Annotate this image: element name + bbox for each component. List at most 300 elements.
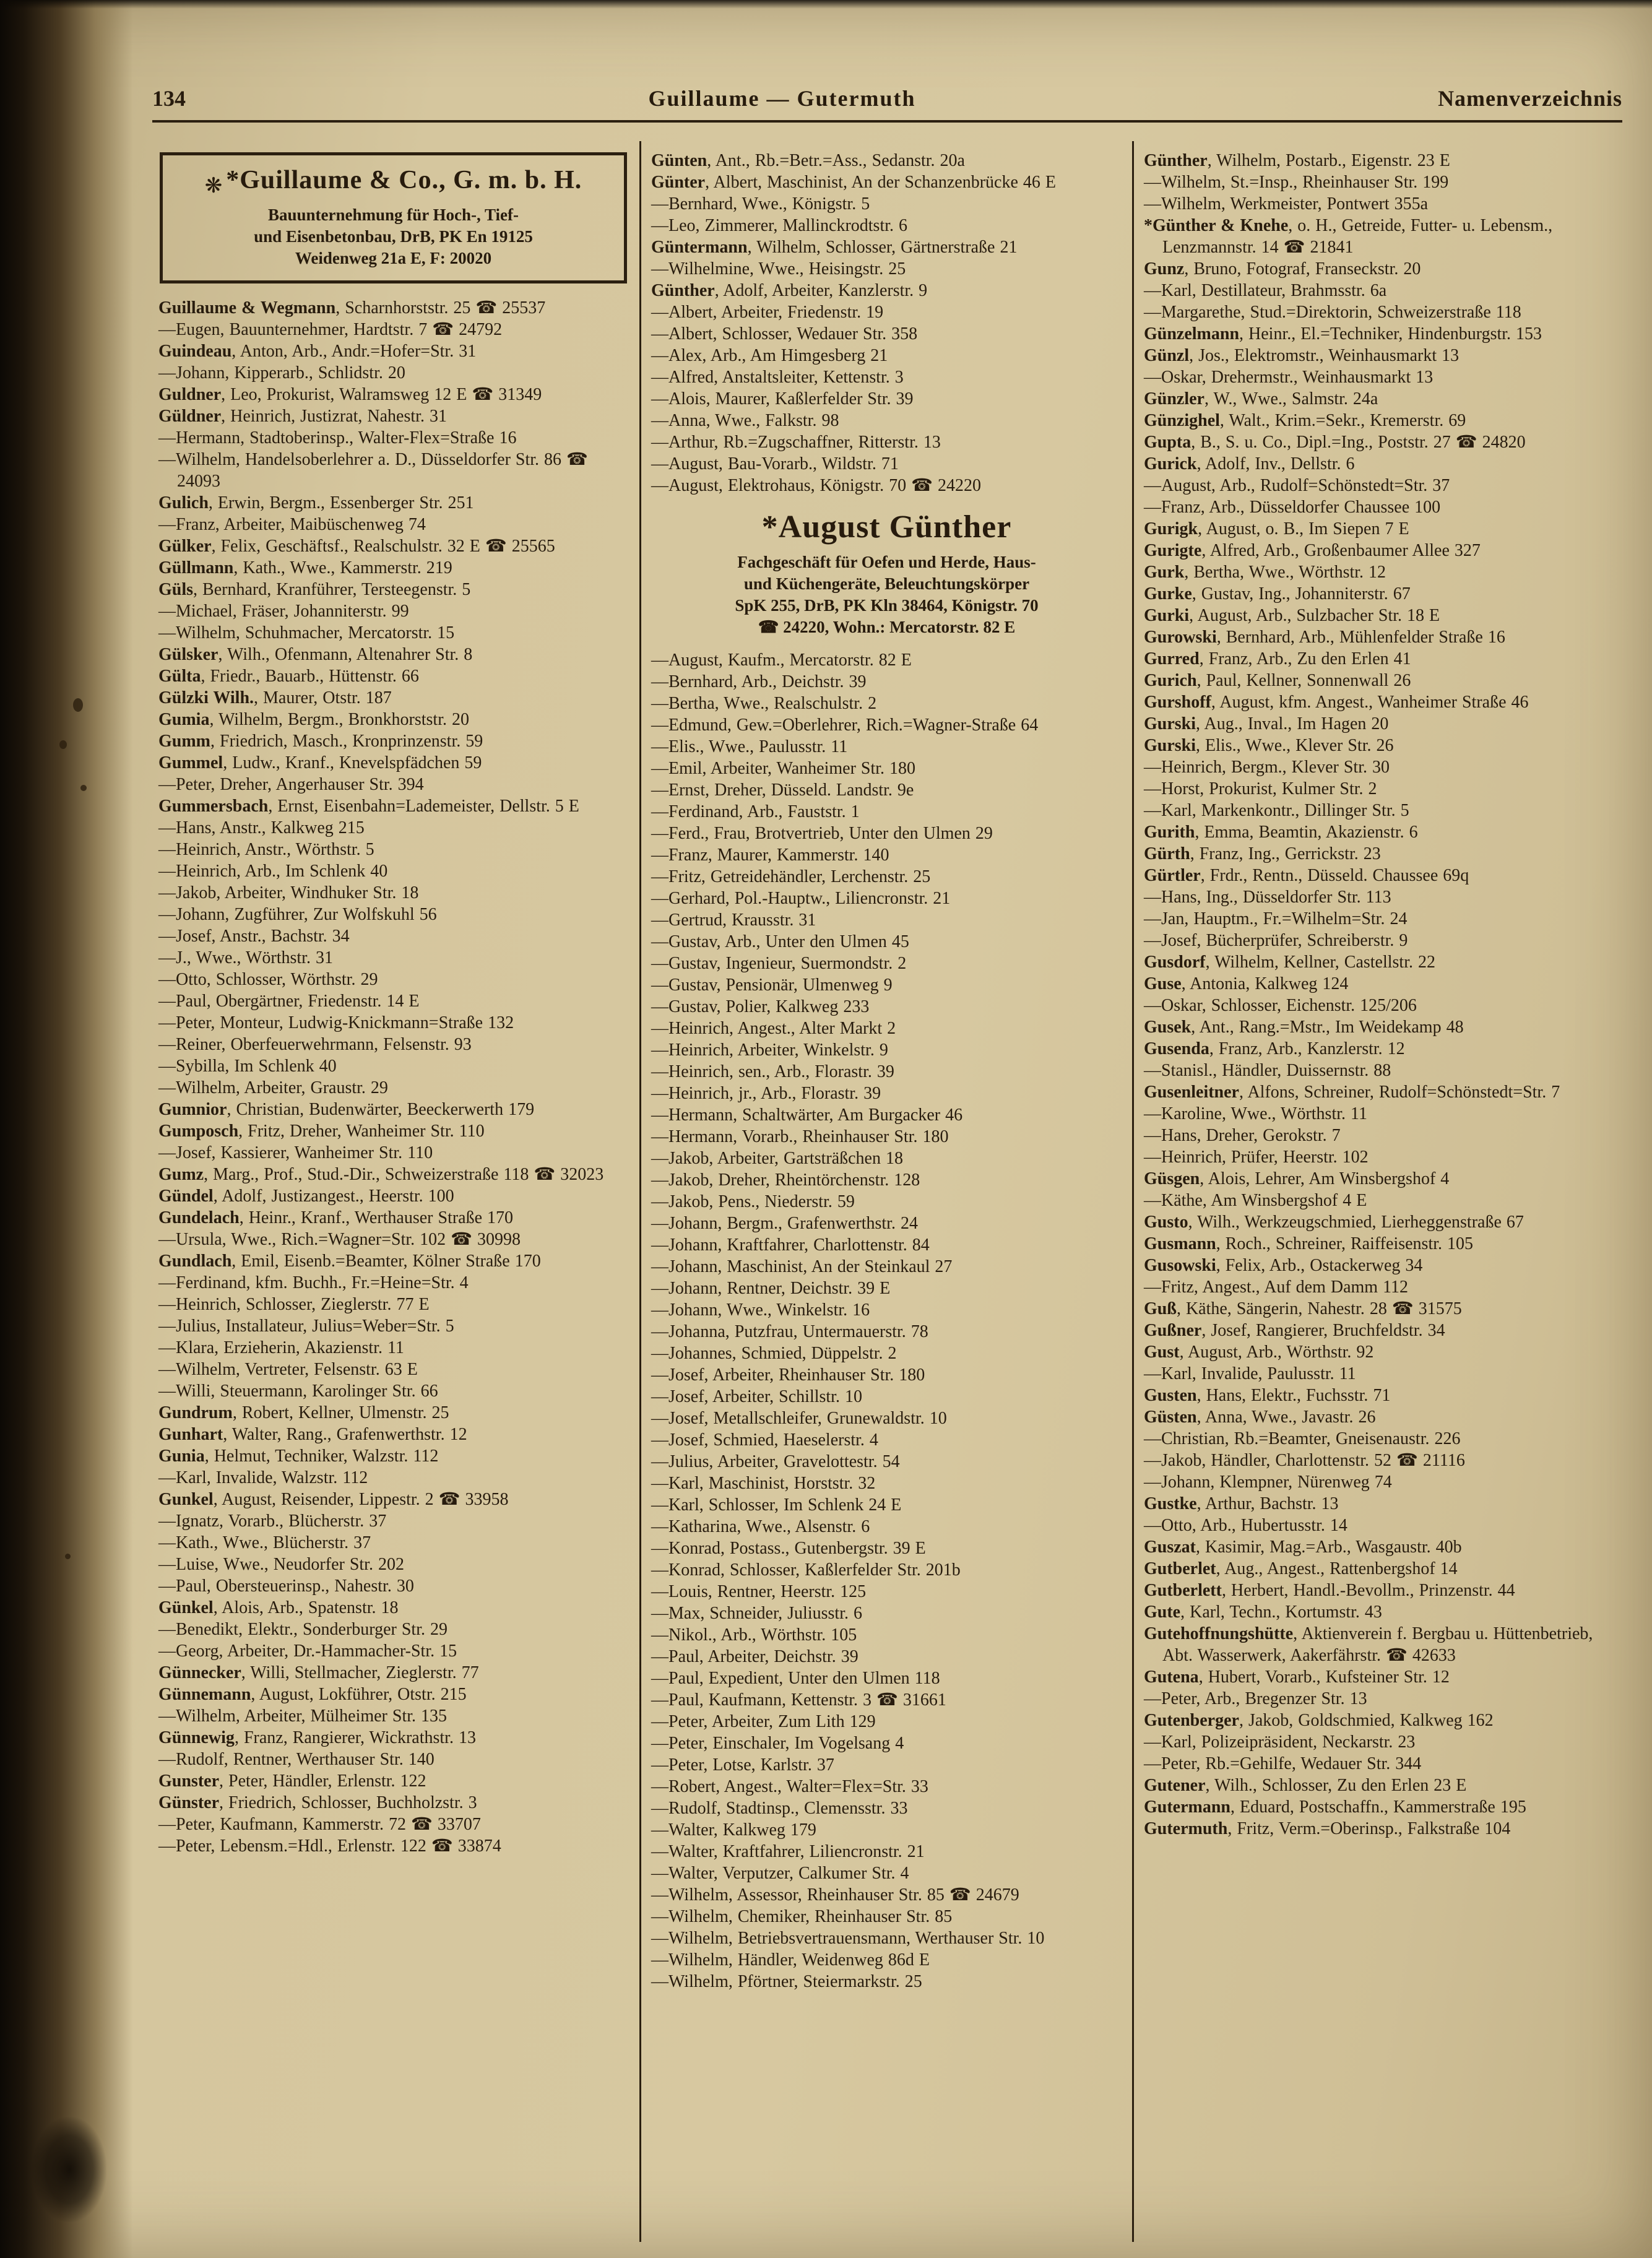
directory-entry: —Josef, Schmied, Haeselerstr. 4 bbox=[651, 1430, 878, 1450]
directory-entry: —Karl, Maschinist, Horststr. 32 bbox=[651, 1474, 876, 1493]
entry-surname: Guß bbox=[1144, 1299, 1177, 1318]
entry-surname: Gurshoff bbox=[1144, 693, 1211, 712]
entry-surname: Gusdorf bbox=[1144, 953, 1206, 972]
entry-surname: Güldner bbox=[158, 407, 222, 426]
section-label: Namenverzeichnis bbox=[1438, 86, 1622, 111]
directory-entry: Günzighel, Walt., Krim.=Sekr., Kremerstr. 69 bbox=[1144, 411, 1466, 430]
directory-entry: —Eugen, Bauunternehmer, Hardtstr. 7 ☎ 24792 bbox=[158, 320, 503, 340]
directory-entry: Güsgen, Alois, Lehrer, Am Winsbergshof 4 bbox=[1144, 1169, 1450, 1188]
directory-entry: —Johann, Kraftfahrer, Charlottenstr. 84 bbox=[651, 1235, 930, 1255]
directory-entry: —Heinrich, Prüfer, Heerstr. 102 bbox=[1144, 1148, 1369, 1167]
directory-entry: Günzl, Jos., Elektromstr., Weinhausmarkt 13 bbox=[1144, 346, 1460, 365]
entry-surname: Gürth bbox=[1144, 844, 1190, 863]
directory-entry: —Nikol., Arb., Wörthstr. 105 bbox=[651, 1625, 857, 1645]
entry-surname: *Günther & Knehe bbox=[1144, 216, 1289, 235]
entry-surname: Gurith bbox=[1144, 823, 1195, 842]
directory-entry: Gumia, Wilhelm, Bergm., Bronkhorststr. 20 bbox=[158, 710, 469, 730]
directory-entry: Gurith, Emma, Beamtin, Akazienstr. 6 bbox=[1144, 823, 1418, 842]
directory-entry: —Wilhelm, Pförtner, Steiermarkstr. 25 bbox=[651, 1972, 922, 1991]
directory-entry: Günther, Wilhelm, Postarb., Eigenstr. 23 E bbox=[1144, 151, 1450, 170]
directory-entry: Günnewig, Franz, Rangierer, Wickrathstr. 13 bbox=[158, 1728, 476, 1748]
directory-entry: —Wilhelm, Werkmeister, Pontwert 355a bbox=[1144, 194, 1429, 214]
directory-entry: —Johann, Klempner, Nürenweg 74 bbox=[1144, 1473, 1392, 1492]
directory-entry: Gurski, Elis., Wwe., Klever Str. 26 bbox=[1144, 736, 1394, 755]
directory-entry: Gürtler, Frdr., Rentn., Düsseld. Chaussee 69q bbox=[1144, 866, 1469, 885]
directory-entry: —Albert, Arbeiter, Friedenstr. 19 bbox=[651, 303, 884, 322]
entry-surname: Günnewig bbox=[158, 1728, 235, 1748]
ad-guenther bbox=[651, 509, 1122, 638]
directory-entry: —Luise, Wwe., Neudorfer Str. 202 bbox=[158, 1555, 404, 1575]
entry-surname: Gusenda bbox=[1144, 1039, 1209, 1058]
directory-entry: —Heinrich, jr., Arb., Florastr. 39 bbox=[651, 1084, 881, 1103]
entry-surname: Günter bbox=[651, 173, 706, 192]
directory-entry: Gündel, Adolf, Justizangest., Heerstr. 100 bbox=[158, 1187, 454, 1206]
entry-surname: Gumz bbox=[158, 1165, 204, 1185]
directory-entry: Güllmann, Kath., Wwe., Kammerstr. 219 bbox=[158, 558, 452, 578]
directory-entry: Gutena, Hubert, Vorarb., Kufsteiner Str. 12 bbox=[1144, 1668, 1450, 1687]
directory-entry: —Josef, Arbeiter, Schillstr. 10 bbox=[651, 1387, 862, 1406]
directory-entry: —Peter, Arb., Bregenzer Str. 13 bbox=[1144, 1689, 1367, 1708]
directory-entry: Günther, Adolf, Arbeiter, Kanzlerstr. 9 bbox=[651, 281, 928, 300]
entry-list-left bbox=[158, 297, 629, 1857]
directory-entry: Gust, August, Arb., Wörthstr. 92 bbox=[1144, 1343, 1374, 1362]
directory-entry: —Edmund, Gew.=Oberlehrer, Rich.=Wagner-Straße 64 bbox=[651, 716, 1039, 735]
directory-entry: Güsten, Anna, Wwe., Javastr. 26 bbox=[1144, 1408, 1376, 1427]
page-top-edge-shadow bbox=[0, 0, 1652, 9]
directory-entry: —Oskar, Drehermstr., Weinhausmarkt 13 bbox=[1144, 368, 1434, 387]
directory-entry: —Karl, Schlosser, Im Schlenk 24 E bbox=[651, 1495, 902, 1515]
directory-entry: —Hermann, Vorarb., Rheinhauser Str. 180 bbox=[651, 1127, 949, 1146]
directory-entry: Gusowski, Felix, Arb., Ostackerweg 34 bbox=[1144, 1256, 1423, 1275]
directory-entry: —Ignatz, Vorarb., Blücherstr. 37 bbox=[158, 1512, 387, 1531]
directory-entry: Gülsker, Wilh., Ofenmann, Altenahrer Str. 8 bbox=[158, 645, 473, 665]
directory-entry: —Willi, Steuermann, Karolinger Str. 66 bbox=[158, 1382, 438, 1401]
paper-speck bbox=[73, 698, 83, 712]
directory-entry: Gute, Karl, Techn., Kortumstr. 43 bbox=[1144, 1603, 1382, 1622]
entry-list-middle-top bbox=[651, 150, 1122, 496]
entry-surname: Gurigte bbox=[1144, 541, 1202, 560]
entry-surname: Gusenleitner bbox=[1144, 1083, 1239, 1102]
directory-entry: —Peter, Kaufmann, Kammerstr. 72 ☎ 33707 bbox=[158, 1815, 481, 1835]
directory-entry: Gustke, Arthur, Bachstr. 13 bbox=[1144, 1494, 1339, 1513]
ad-guenther-line: Fachgeschäft für Oefen und Herde, Haus- bbox=[737, 553, 1036, 571]
directory-entry: —Oskar, Schlosser, Eichenstr. 125/206 bbox=[1144, 996, 1417, 1015]
entry-surname: Gülsker bbox=[158, 645, 218, 665]
directory-entry: Guillaume & Wegmann, Scharnhorststr. 25 ☎ 25537 bbox=[158, 298, 546, 318]
entry-surname: Güntermann bbox=[651, 238, 748, 257]
directory-entry: Gunster, Peter, Händler, Erlenstr. 122 bbox=[158, 1771, 426, 1791]
directory-entry: —Leo, Zimmerer, Mallinckrodtstr. 6 bbox=[651, 216, 908, 235]
directory-entry: —Heinrich, Arb., Im Schlenk 40 bbox=[158, 862, 388, 881]
directory-entry: —Gerhard, Pol.-Hauptw., Liliencronstr. 21 bbox=[651, 889, 951, 908]
directory-entry: —Julius, Arbeiter, Gravelottestr. 54 bbox=[651, 1452, 900, 1471]
directory-entry: —Paul, Obergärtner, Friedenstr. 14 E bbox=[158, 992, 420, 1011]
entry-surname: Günten bbox=[651, 151, 707, 170]
entry-surname: Gunhart bbox=[158, 1425, 223, 1445]
ad-guillaume-title: *Guillaume & Co., G. m. b. H. bbox=[226, 166, 582, 194]
entry-surname: Gulich bbox=[158, 493, 209, 513]
directory-entry: —Max, Schneider, Juliusstr. 6 bbox=[651, 1604, 862, 1623]
directory-entry: —Bertha, Wwe., Realschulstr. 2 bbox=[651, 694, 877, 713]
directory-entry: —Josef, Bücherprüfer, Schreiberstr. 9 bbox=[1144, 931, 1408, 950]
directory-entry: —Ursula, Wwe., Rich.=Wagner=Str. 102 ☎ 30998 bbox=[158, 1230, 521, 1250]
entry-surname: Gustke bbox=[1144, 1494, 1197, 1513]
entry-surname: Günther bbox=[1144, 151, 1208, 170]
directory-entry: Gurick, Adolf, Inv., Dellstr. 6 bbox=[1144, 454, 1355, 474]
ad-guillaume-title-row bbox=[168, 165, 619, 198]
directory-entry: Günster, Friedrich, Schlosser, Buchholzstr. 3 bbox=[158, 1793, 477, 1813]
directory-entry: —Ernst, Dreher, Düsseld. Landstr. 9e bbox=[651, 781, 914, 800]
directory-entry: Günnecker, Willi, Stellmacher, Zieglerstr. 77 bbox=[158, 1663, 479, 1683]
entry-surname: Guse bbox=[1144, 974, 1182, 993]
directory-entry: Gusten, Hans, Elektr., Fuchsstr. 71 bbox=[1144, 1386, 1391, 1405]
directory-entry: —Jakob, Händler, Charlottenstr. 52 ☎ 21116 bbox=[1144, 1451, 1465, 1470]
entry-surname: Gunster bbox=[158, 1771, 219, 1791]
directory-entry: —Josef, Metallschleifer, Grunewaldstr. 10 bbox=[651, 1409, 947, 1428]
directory-entry: —Michael, Fräser, Johanniterstr. 99 bbox=[158, 602, 409, 621]
directory-entry: —Gustav, Pensionär, Ulmenweg 9 bbox=[651, 975, 893, 995]
entry-surname: Gunkel bbox=[158, 1490, 214, 1510]
directory-entry: —Wilhelm, Handelsoberlehrer a. D., Düsseldorfer Str. 86 ☎ 24093 bbox=[158, 450, 588, 491]
directory-entry: Gutenberger, Jakob, Goldschmied, Kalkweg 162 bbox=[1144, 1711, 1494, 1730]
directory-entry: *Günther & Knehe, o. H., Getreide, Futter- u. Lebensm., Lenzmannstr. 14 ☎ 21841 bbox=[1144, 216, 1553, 257]
entry-surname: Gundlach bbox=[158, 1252, 232, 1271]
directory-entry: —Konrad, Postass., Gutenbergstr. 39 E bbox=[651, 1539, 926, 1558]
directory-entry: —Katharina, Wwe., Alsenstr. 6 bbox=[651, 1517, 870, 1536]
directory-entry: Gurigte, Alfred, Arb., Großenbaumer Allee 327 bbox=[1144, 541, 1481, 560]
directory-entry: —Wilhelm, Vertreter, Felsenstr. 63 E bbox=[158, 1360, 418, 1380]
directory-entry: —Stanisl., Händler, Duissernstr. 88 bbox=[1144, 1061, 1391, 1080]
entry-surname: Gutenberger bbox=[1144, 1711, 1239, 1730]
entry-surname: Günther bbox=[651, 281, 715, 300]
entry-surname: Günzelmann bbox=[1144, 324, 1240, 344]
column-middle bbox=[639, 141, 1132, 2242]
entry-surname: Gülker bbox=[158, 537, 212, 556]
ad-guillaume-line: und Eisenbetonbau, DrB, PK En 19125 bbox=[254, 227, 533, 246]
directory-entry: —Wilhelm, Arbeiter, Graustr. 29 bbox=[158, 1078, 388, 1098]
directory-entry: —Margarethe, Stud.=Direktorin, Schweizerstraße 118 bbox=[1144, 303, 1521, 322]
directory-entry: —Gustav, Ingenieur, Suermondstr. 2 bbox=[651, 954, 907, 973]
entry-surname: Gutberlet bbox=[1144, 1559, 1216, 1578]
ad-guenther-line: SpK 255, DrB, PK Kln 38464, Königstr. 70 bbox=[735, 596, 1039, 615]
entry-surname: Gummel bbox=[158, 753, 223, 773]
directory-entry: —Wilhelm, Assessor, Rheinhauser Str. 85 ☎ 24679 bbox=[651, 1885, 1019, 1905]
directory-entry: —J., Wwe., Wörthstr. 31 bbox=[158, 948, 333, 968]
directory-entry: Gurigk, August, o. B., Im Siepen 7 E bbox=[1144, 519, 1409, 539]
directory-entry: Günten, Ant., Rb.=Betr.=Ass., Sedanstr. 20a bbox=[651, 151, 965, 170]
directory-entry: Gusenleitner, Alfons, Schreiner, Rudolf=Schönstedt=Str. 7 bbox=[1144, 1083, 1560, 1102]
directory-entry: Gülker, Felix, Geschäftsf., Realschulstr. 32 E ☎ 25565 bbox=[158, 537, 555, 556]
entry-surname: Guillaume & Wegmann bbox=[158, 298, 336, 318]
directory-entry: —Franz, Maurer, Kammerstr. 140 bbox=[651, 846, 889, 865]
directory-entry: —Heinrich, Angest., Alter Markt 2 bbox=[651, 1019, 896, 1038]
paper-stain bbox=[32, 2117, 106, 2222]
entry-surname: Güls bbox=[158, 580, 194, 600]
directory-entry: —Heinrich, Schlosser, Zieglerstr. 77 E bbox=[158, 1295, 430, 1315]
directory-entry: —Alfred, Anstaltsleiter, Kettenstr. 3 bbox=[651, 368, 904, 387]
directory-entry: Gusenda, Franz, Arb., Kanzlerstr. 12 bbox=[1144, 1039, 1405, 1058]
directory-entry: —Alois, Maurer, Kaßlerfelder Str. 39 bbox=[651, 389, 914, 409]
entry-surname: Gürtler bbox=[1144, 866, 1201, 885]
directory-entry: —Elis., Wwe., Paulusstr. 11 bbox=[651, 737, 848, 756]
directory-entry: Gundlach, Emil, Eisenb.=Beamter, Kölner Straße 170 bbox=[158, 1252, 541, 1271]
page-number: 134 bbox=[152, 86, 186, 111]
directory-entry: —Johann, Rentner, Deichstr. 39 E bbox=[651, 1279, 891, 1298]
directory-entry: Gutermuth, Fritz, Verm.=Oberinsp., Falkstraße 104 bbox=[1144, 1819, 1511, 1838]
directory-entry: —Hans, Anstr., Kalkweg 215 bbox=[158, 818, 365, 838]
entry-surname: Gutermann bbox=[1144, 1797, 1230, 1817]
directory-entry: —Paul, Obersteuerinsp., Nahestr. 30 bbox=[158, 1577, 414, 1596]
entry-surname: Gupta bbox=[1144, 433, 1191, 452]
entry-list-right bbox=[1144, 150, 1615, 1840]
directory-entry: Güldner, Heinrich, Justizrat, Nahestr. 31 bbox=[158, 407, 447, 426]
directory-entry: —Heinrich, sen., Arb., Florastr. 39 bbox=[651, 1062, 894, 1081]
directory-entry: Gusek, Ant., Rang.=Mstr., Im Weidekamp 48 bbox=[1144, 1018, 1464, 1037]
entry-surname: Gurich bbox=[1144, 671, 1197, 690]
directory-entry: —Jakob, Pens., Niederstr. 59 bbox=[651, 1192, 855, 1211]
directory-entry: —Franz, Arb., Düsseldorfer Chaussee 100 bbox=[1144, 498, 1441, 517]
directory-entry: Gundrum, Robert, Kellner, Ulmenstr. 25 bbox=[158, 1403, 449, 1423]
entry-surname: Gutberlett bbox=[1144, 1581, 1222, 1600]
directory-entry: —Peter, Lotse, Karlstr. 37 bbox=[651, 1755, 834, 1775]
ad-guillaume bbox=[160, 152, 627, 283]
directory-entry: —Karl, Markenkontr., Dillinger Str. 5 bbox=[1144, 801, 1409, 820]
entry-surname: Gutehoffnungshütte bbox=[1144, 1624, 1294, 1643]
directory-entry: —Hans, Ing., Düsseldorfer Str. 113 bbox=[1144, 888, 1391, 907]
directory-entry: Güntermann, Wilhelm, Schlosser, Gärtnerstraße 21 bbox=[651, 238, 1018, 257]
directory-entry: —Otto, Schlosser, Wörthstr. 29 bbox=[158, 970, 378, 990]
directory-entry: Gummel, Ludw., Kranf., Knevelspfädchen 59 bbox=[158, 753, 482, 773]
entry-surname: Gust bbox=[1144, 1343, 1180, 1362]
ad-guenther-title: *August Günther bbox=[761, 509, 1012, 545]
directory-entry: Gundelach, Heinr., Kranf., Werthauser Straße 170 bbox=[158, 1208, 514, 1228]
entry-surname: Gumposch bbox=[158, 1122, 239, 1141]
ad-guillaume-line: Weidenweg 21a E, F: 20020 bbox=[295, 249, 492, 268]
directory-entry: —Ferdinand, Arb., Fauststr. 1 bbox=[651, 802, 860, 821]
entry-surname: Gurski bbox=[1144, 736, 1196, 755]
directory-entry: Gupta, B., S. u. Co., Dipl.=Ing., Poststr. 27 ☎ 24820 bbox=[1144, 433, 1526, 452]
directory-entry: Gurki, August, Arb., Sulzbacher Str. 18 E bbox=[1144, 606, 1440, 625]
directory-entry: —Wilhelm, Betriebsvertrauensmann, Werthauser Str. 10 bbox=[651, 1929, 1045, 1948]
directory-entry: —Paul, Kaufmann, Kettenstr. 3 ☎ 31661 bbox=[651, 1690, 946, 1710]
directory-entry: Günzler, W., Wwe., Salmstr. 24a bbox=[1144, 389, 1378, 409]
directory-entry: Gunkel, August, Reisender, Lippestr. 2 ☎ 33958 bbox=[158, 1490, 509, 1510]
directory-entry: —Peter, Einschaler, Im Vogelsang 4 bbox=[651, 1734, 904, 1753]
directory-entry: —Otto, Arb., Hubertusstr. 14 bbox=[1144, 1516, 1347, 1535]
directory-entry: —Jakob, Arbeiter, Gartsträßchen 18 bbox=[651, 1149, 903, 1168]
entry-surname: Guszat bbox=[1144, 1538, 1196, 1557]
entry-surname: Güllmann bbox=[158, 558, 234, 578]
entry-surname: Guldner bbox=[158, 385, 222, 405]
directory-entry: —Johann, Kipperarb., Schlidstr. 20 bbox=[158, 363, 405, 383]
directory-entry: Güls, Bernhard, Kranführer, Tersteegenstr. 5 bbox=[158, 580, 471, 600]
entry-surname: Gurick bbox=[1144, 454, 1197, 474]
directory-entry: —Alex, Arb., Am Himgesberg 21 bbox=[651, 346, 888, 365]
directory-entry: —Walter, Verputzer, Calkumer Str. 4 bbox=[651, 1864, 909, 1883]
directory-entry: Gulich, Erwin, Bergm., Essenberger Str. 251 bbox=[158, 493, 474, 513]
entry-surname: Güsten bbox=[1144, 1408, 1197, 1427]
directory-columns bbox=[149, 141, 1625, 2242]
directory-entry: —Albert, Schlosser, Wedauer Str. 358 bbox=[651, 324, 918, 344]
directory-entry: Guse, Antonia, Kalkweg 124 bbox=[1144, 974, 1349, 993]
directory-entry: —Georg, Arbeiter, Dr.-Hammacher-Str. 15 bbox=[158, 1642, 457, 1661]
directory-entry: —Hermann, Schaltwärter, Am Burgacker 46 bbox=[651, 1105, 963, 1125]
directory-entry: Gülzki Wilh., Maurer, Otstr. 187 bbox=[158, 688, 392, 708]
directory-entry: —Karl, Invalide, Paulusstr. 11 bbox=[1144, 1364, 1356, 1383]
directory-entry: Gunia, Helmut, Techniker, Walzstr. 112 bbox=[158, 1447, 439, 1466]
directory-entry: Gutener, Wilh., Schlosser, Zu den Erlen 23 E bbox=[1144, 1776, 1467, 1795]
directory-entry: Günkel, Alois, Arb., Spatenstr. 18 bbox=[158, 1598, 399, 1618]
directory-entry: —Hermann, Stadtoberinsp., Walter-Flex=Straße 16 bbox=[158, 428, 517, 448]
entry-surname: Gülta bbox=[158, 667, 201, 686]
directory-entry: —Hans, Dreher, Gerokstr. 7 bbox=[1144, 1126, 1341, 1145]
directory-entry: —Christian, Rb.=Beamter, Gneisenaustr. 226 bbox=[1144, 1429, 1461, 1448]
directory-entry: Gürth, Franz, Ing., Gerrickstr. 23 bbox=[1144, 844, 1381, 863]
directory-entry: Guldner, Leo, Prokurist, Walramsweg 12 E ☎ 31349 bbox=[158, 385, 542, 405]
paper-speck bbox=[80, 785, 87, 791]
directory-entry: —Jakob, Arbeiter, Windhuker Str. 18 bbox=[158, 883, 419, 903]
entry-surname: Gutena bbox=[1144, 1668, 1199, 1687]
entry-surname: Gutermuth bbox=[1144, 1819, 1228, 1838]
entry-surname: Gülzki Wilh. bbox=[158, 688, 254, 708]
entry-surname: Gusmann bbox=[1144, 1234, 1216, 1253]
directory-entry: —Walter, Kalkweg 179 bbox=[651, 1820, 816, 1840]
entry-surname: Gurk bbox=[1144, 563, 1185, 582]
directory-entry: —Johann, Wwe., Winkelstr. 16 bbox=[651, 1300, 870, 1320]
directory-entry: —Johann, Bergm., Grafenwerthstr. 24 bbox=[651, 1214, 918, 1233]
directory-entry: Gutberlet, Aug., Angest., Rattenbergshof 14 bbox=[1144, 1559, 1458, 1578]
directory-entry: —Paul, Expedient, Unter den Ulmen 118 bbox=[651, 1669, 940, 1688]
page-title: Guillaume — Gutermuth bbox=[648, 86, 916, 111]
directory-entry: —Wilhelm, St.=Insp., Rheinhauser Str. 199 bbox=[1144, 173, 1449, 192]
entry-surname: Gurki bbox=[1144, 606, 1190, 625]
directory-entry: —Johann, Maschinist, An der Steinkaul 27 bbox=[651, 1257, 953, 1276]
directory-entry: —Wilhelm, Schuhmacher, Mercatorstr. 15 bbox=[158, 623, 455, 643]
entry-surname: Gundrum bbox=[158, 1403, 233, 1423]
directory-entry: Gurich, Paul, Kellner, Sonnenwall 26 bbox=[1144, 671, 1411, 690]
directory-entry: —Paul, Arbeiter, Deichstr. 39 bbox=[651, 1647, 858, 1666]
column-right bbox=[1132, 141, 1625, 2242]
directory-entry: —Benedikt, Elektr., Sonderburger Str. 29 bbox=[158, 1620, 448, 1640]
directory-entry: Gurred, Franz, Arb., Zu den Erlen 41 bbox=[1144, 649, 1411, 668]
directory-entry: Gurshoff, August, kfm. Angest., Wanheimer Straße 46 bbox=[1144, 693, 1529, 712]
entry-surname: Gurski bbox=[1144, 714, 1196, 733]
directory-entry: —Kath., Wwe., Blücherstr. 37 bbox=[158, 1533, 371, 1553]
entry-surname: Gurowski bbox=[1144, 628, 1217, 647]
directory-entry: —Wilhelm, Arbeiter, Mülheimer Str. 135 bbox=[158, 1706, 448, 1726]
entry-surname: Gummersbach bbox=[158, 797, 269, 816]
directory-entry: —Klara, Erzieherin, Akazienstr. 11 bbox=[158, 1338, 404, 1358]
directory-entry: —Sybilla, Im Schlenk 40 bbox=[158, 1057, 337, 1076]
entry-surname: Gurke bbox=[1144, 584, 1192, 603]
ad-guenther-line: und Küchengeräte, Beleuchtungskörper bbox=[743, 574, 1030, 593]
directory-entry: —Reiner, Oberfeuerwehrmann, Felsenstr. 93 bbox=[158, 1035, 472, 1055]
directory-entry: —August, Kaufm., Mercatorstr. 82 E bbox=[651, 651, 912, 670]
entry-surname: Gusowski bbox=[1144, 1256, 1216, 1275]
directory-entry: Gumz, Marg., Prof., Stud.-Dir., Schweizerstraße 118 ☎ 32023 bbox=[158, 1165, 604, 1185]
directory-entry: —Fritz, Angest., Auf dem Damm 112 bbox=[1144, 1278, 1409, 1297]
directory-entry: —Franz, Arbeiter, Maibüschenweg 74 bbox=[158, 515, 426, 535]
entry-surname: Günnecker bbox=[158, 1663, 241, 1683]
ad-guillaume-line: Bauunternehmung für Hoch-, Tief- bbox=[267, 205, 519, 225]
directory-entry: Gusmann, Roch., Schreiner, Raiffeisenstr. 105 bbox=[1144, 1234, 1473, 1253]
directory-entry: —Fritz, Getreidehändler, Lerchenstr. 25 bbox=[651, 867, 931, 886]
entry-surname: Gurigk bbox=[1144, 519, 1198, 539]
advertiser-ornament-icon: ❋ bbox=[204, 175, 223, 198]
paper-speck bbox=[65, 1554, 71, 1559]
directory-entry: —Bernhard, Arb., Deichstr. 39 bbox=[651, 672, 867, 691]
directory-entry: —Käthe, Am Winsbergshof 4 E bbox=[1144, 1191, 1367, 1210]
directory-entry: Gutermann, Eduard, Postschaffn., Kammerstraße 195 bbox=[1144, 1797, 1526, 1817]
entry-surname: Gurred bbox=[1144, 649, 1200, 668]
paper-speck bbox=[59, 740, 67, 749]
directory-entry: —Robert, Angest., Walter=Flex=Str. 33 bbox=[651, 1777, 928, 1796]
entry-surname: Guindeau bbox=[158, 342, 232, 361]
directory-entry: —Karoline, Wwe., Wörthstr. 11 bbox=[1144, 1104, 1367, 1123]
directory-entry: —August, Arb., Rudolf=Schönstedt=Str. 37 bbox=[1144, 476, 1450, 495]
directory-entry: Gusdorf, Wilhelm, Kellner, Castellstr. 22 bbox=[1144, 953, 1435, 972]
entry-surname: Günnemann bbox=[158, 1685, 251, 1705]
directory-entry: —Anna, Wwe., Falkstr. 98 bbox=[651, 411, 839, 430]
directory-entry: Gurowski, Bernhard, Arb., Mühlenfelder Straße 16 bbox=[1144, 628, 1505, 647]
entry-surname: Güsgen bbox=[1144, 1169, 1200, 1188]
entry-surname: Gutener bbox=[1144, 1776, 1206, 1795]
entry-surname: Gunz bbox=[1144, 259, 1185, 279]
directory-entry: Gutberlett, Herbert, Handl.-Bevollm., Prinzenstr. 44 bbox=[1144, 1581, 1515, 1600]
directory-entry: —Gertrud, Krausstr. 31 bbox=[651, 911, 816, 930]
column-left bbox=[149, 141, 639, 2242]
directory-entry: —Jakob, Dreher, Rheintörchenstr. 128 bbox=[651, 1170, 920, 1190]
directory-entry: —Wilhelm, Händler, Weidenweg 86d E bbox=[651, 1950, 930, 1970]
directory-entry: —Johann, Zugführer, Zur Wolfskuhl 56 bbox=[158, 905, 437, 925]
directory-entry: —Heinrich, Arbeiter, Winkelstr. 9 bbox=[651, 1040, 888, 1060]
directory-entry: Guszat, Kasimir, Mag.=Arb., Wasgaustr. 40b bbox=[1144, 1538, 1462, 1557]
directory-entry: —Peter, Lebensm.=Hdl., Erlenstr. 122 ☎ 33874 bbox=[158, 1836, 501, 1856]
directory-entry: —Louis, Rentner, Heerstr. 125 bbox=[651, 1582, 867, 1601]
directory-entry: —Josef, Anstr., Bachstr. 34 bbox=[158, 927, 350, 946]
directory-entry: Gumm, Friedrich, Masch., Kronprinzenstr. 59 bbox=[158, 732, 483, 751]
directory-entry: —Peter, Rb.=Gehilfe, Wedauer Str. 344 bbox=[1144, 1754, 1422, 1773]
directory-entry: Gülta, Friedr., Bauarb., Hüttenstr. 66 bbox=[158, 667, 419, 686]
directory-entry: Guindeau, Anton, Arb., Andr.=Hofer=Str. 31 bbox=[158, 342, 477, 361]
directory-entry: —Gustav, Polier, Kalkweg 233 bbox=[651, 997, 870, 1016]
directory-entry: Gunz, Bruno, Fotograf, Franseckstr. 20 bbox=[1144, 259, 1421, 279]
entry-surname: Günster bbox=[158, 1793, 219, 1813]
directory-entry: —Jan, Hauptm., Fr.=Wilhelm=Str. 24 bbox=[1144, 909, 1408, 928]
entry-surname: Günkel bbox=[158, 1598, 214, 1618]
directory-entry: —Rudolf, Stadtinsp., Clemensstr. 33 bbox=[651, 1799, 908, 1818]
directory-entry: —Karl, Destillateur, Brahmsstr. 6a bbox=[1144, 281, 1387, 300]
directory-entry: —August, Bau-Vorarb., Wildstr. 71 bbox=[651, 454, 899, 474]
entry-surname: Gundelach bbox=[158, 1208, 240, 1228]
directory-entry: —Peter, Monteur, Ludwig-Knickmann=Straße 132 bbox=[158, 1013, 514, 1033]
entry-surname: Günzighel bbox=[1144, 411, 1220, 430]
directory-entry: —Wilhelmine, Wwe., Heisingstr. 25 bbox=[651, 259, 906, 279]
directory-entry: —Gustav, Arb., Unter den Ulmen 45 bbox=[651, 932, 909, 951]
directory-entry: —Julius, Installateur, Julius=Weber=Str. 5 bbox=[158, 1317, 454, 1336]
entry-surname: Günzl bbox=[1144, 346, 1190, 365]
directory-entry: —August, Elektrohaus, Königstr. 70 ☎ 24220 bbox=[651, 476, 981, 495]
directory-entry: —Heinrich, Bergm., Klever Str. 30 bbox=[1144, 758, 1390, 777]
directory-entry: —Josef, Arbeiter, Rheinhauser Str. 180 bbox=[651, 1365, 925, 1385]
entry-surname: Gusten bbox=[1144, 1386, 1197, 1405]
directory-entry: —Walter, Kraftfahrer, Liliencronstr. 21 bbox=[651, 1842, 925, 1861]
directory-entry: Gusto, Wilh., Werkzeugschmied, Lierheggenstraße 67 bbox=[1144, 1213, 1524, 1232]
directory-entry: Guß, Käthe, Sängerin, Nahestr. 28 ☎ 31575 bbox=[1144, 1299, 1462, 1318]
directory-entry: —Emil, Arbeiter, Wanheimer Str. 180 bbox=[651, 759, 916, 778]
directory-entry: —Arthur, Rb.=Zugschaffner, Ritterstr. 13 bbox=[651, 433, 941, 452]
directory-entry: —Konrad, Schlosser, Kaßlerfelder Str. 201b bbox=[651, 1560, 961, 1580]
